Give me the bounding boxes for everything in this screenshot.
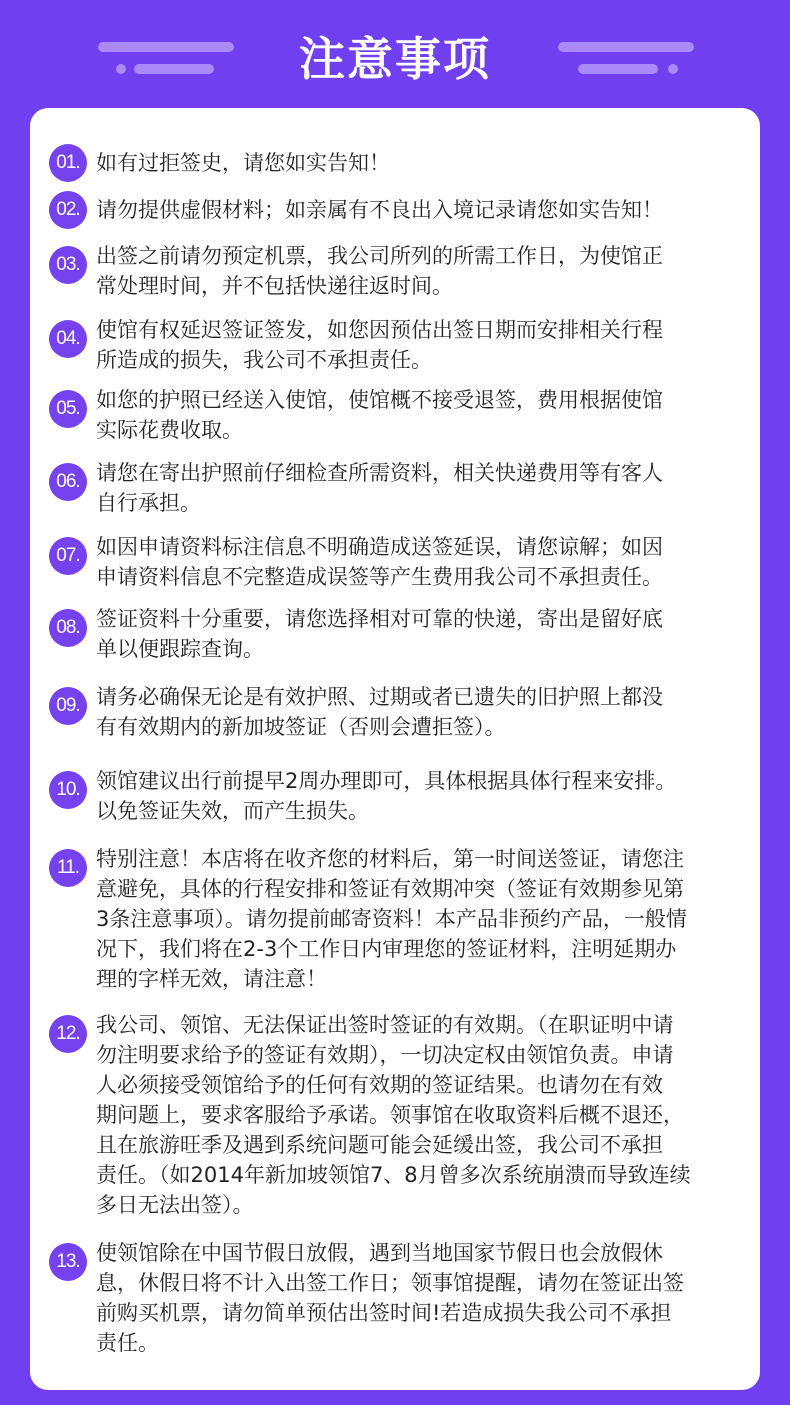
notice-text [96,682,750,742]
notice-text [96,458,750,518]
notice-line: 责任。（如2014年新加坡领馆7、8月曾多次系统崩溃而导致连续 [96,1163,691,1187]
notice-text [96,315,750,375]
notice-line: 以免签证失效，而产生损失。 [96,799,369,823]
notice-line: 如有过拒签史，请您如实告知！ [96,151,390,175]
notice-number-badge: 06. [49,463,87,501]
notice-line: 有有效期内的新加坡签证（否则会遭拒签）。 [96,715,506,739]
notice-line: 申请资料信息不完整造成误签等产生费用我公司不承担责任。 [96,565,663,589]
notice-line: 请务必确保无论是有效护照、过期或者已遗失的旧护照上都没 [96,685,663,709]
page-title: 注意事项 [299,32,491,86]
notice-line: 使馆有权延迟签证签发，如您因预估出签日期而安排相关行程 [96,318,663,342]
right-decoration [556,42,696,76]
notice-text [96,1238,750,1358]
notice-card [30,108,760,1390]
notice-line: 息，休假日将不计入出签工作日；领事馆提醒，请勿在签证出签 [96,1271,684,1295]
notice-text [96,766,750,826]
notice-text [96,148,750,178]
notice-number-badge: 12. [49,1015,87,1053]
notice-number-badge: 07. [49,537,87,575]
notice-number-badge: 11. [49,849,87,887]
notice-text [96,1010,750,1220]
notice-line: 理的字样无效，请注意！ [96,967,327,991]
notice-line: 使领馆除在中国节假日放假，遇到当地国家节假日也会放假休 [96,1241,663,1265]
notice-line: 且在旅游旺季及遇到系统问题可能会延缓出签，我公司不承担 [96,1133,663,1157]
notice-line: 期问题上，要求客服给予承诺。领事馆在收取资料后概不退还， [96,1103,684,1127]
notice-line: 前购买机票，请勿简单预估出签时间!若造成损失我公司不承担 [96,1301,672,1325]
notice-number-badge: 05. [49,390,87,428]
header [0,0,790,108]
notice-line: 多日无法出签）。 [96,1193,254,1217]
notice-number-badge: 03. [49,246,87,284]
notice-line: 自行承担。 [96,491,201,515]
notice-line: 请您在寄出护照前仔细检查所需资料，相关快递费用等有客人 [96,461,663,485]
notice-number-badge: 09. [49,687,87,725]
notice-number-badge: 02. [49,191,87,229]
notice-line: 如因申请资料标注信息不明确造成送签延误，请您谅解；如因 [96,535,663,559]
notice-line: 我公司、领馆、无法保证出签时签证的有效期。（在职证明中请 [96,1013,674,1037]
notice-line: 勿注明要求给予的签证有效期），一切决定权由领馆负责。申请 [96,1043,674,1067]
notice-line: 单以便跟踪查询。 [96,637,264,661]
notice-line: 出签之前请勿预定机票，我公司所列的所需工作日，为使馆正 [96,244,663,268]
notice-number-badge: 10. [49,771,87,809]
notice-text [96,195,750,225]
notice-text [96,532,750,592]
notice-line: 所造成的损失，我公司不承担责任。 [96,348,432,372]
notice-line: 实际花费收取。 [96,418,243,442]
notice-number-badge: 08. [49,609,87,647]
notice-line: 人必须接受领馆给予的任何有效期的签证结果。也请勿在有效 [96,1073,663,1097]
notice-line: 特别注意！本店将在收齐您的材料后，第一时间送签证，请您注 [96,847,684,871]
notice-number-badge: 13. [49,1243,87,1281]
notice-line: 3条注意事项）。请勿提前邮寄资料！本产品非预约产品，一般情 [96,907,687,931]
notice-line: 况下，我们将在2-3个工作日内审理您的签证材料，注明延期办 [96,937,677,961]
notice-line: 意避免，具体的行程安排和签证有效期冲突（签证有效期参见第 [96,877,684,901]
notice-line: 责任。 [96,1331,159,1355]
notice-line: 领馆建议出行前提早2周办理即可，具体根据具体行程来安排。 [96,769,677,793]
notice-line: 如您的护照已经送入使馆，使馆概不接受退签，费用根据使馆 [96,388,663,412]
notice-text [96,844,750,994]
notice-number-badge: 01. [49,144,87,182]
notice-line: 请勿提供虚假材料；如亲属有不良出入境记录请您如实告知！ [96,198,663,222]
notice-line: 签证资料十分重要，请您选择相对可靠的快递，寄出是留好底 [96,607,663,631]
notice-line: 常处理时间，并不包括快递往返时间。 [96,274,453,298]
notice-text [96,604,750,664]
notice-text [96,385,750,445]
notice-text [96,241,750,301]
notice-number-badge: 04. [49,320,87,358]
